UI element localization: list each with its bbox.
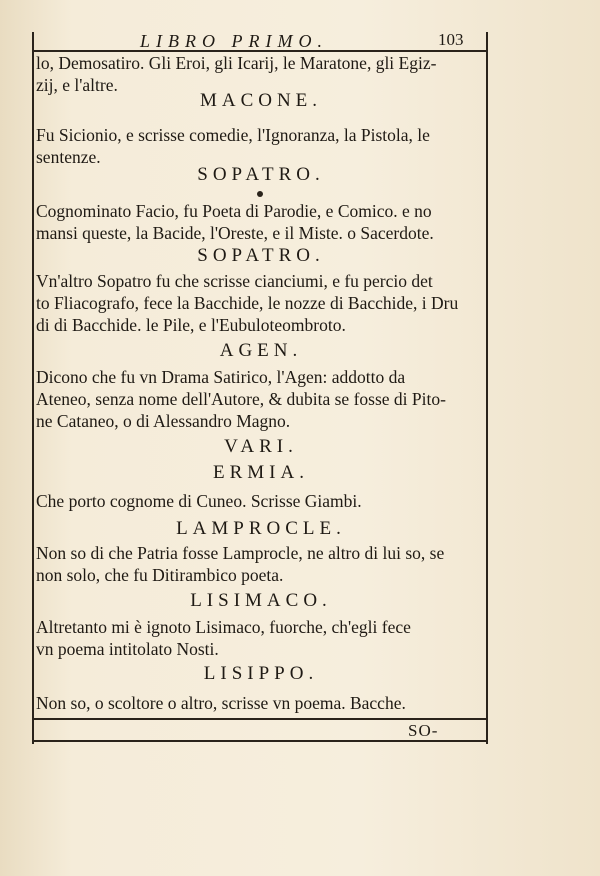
section-heading-lisimaco: LISIMACO.: [190, 590, 332, 611]
text-line: Vn'altro Sopatro fu che scrisse cianciumi, e fu percio det: [36, 271, 433, 291]
section-heading-lisippo: LISIPPO.: [203, 663, 319, 684]
running-title: LIBRO PRIMO.: [140, 31, 328, 51]
ornament-dot: [257, 191, 263, 197]
section-heading-sopatro-2: SOPATRO.: [197, 245, 325, 266]
page-number: 103: [438, 30, 464, 49]
text-line: Ateneo, senza nome dell'Autore, & dubita se fosse di Pito-: [36, 389, 446, 409]
text-line: lo, Demosatiro. Gli Eroi, gli Icarij, le Maratone, gli Egiz-: [36, 53, 437, 73]
text-line: non solo, che fu Ditirambico poeta.: [36, 565, 284, 585]
text-line: vn poema intitolato Nosti.: [36, 639, 219, 659]
catchword: SO-: [408, 721, 439, 740]
section-heading-agen: AGEN.: [219, 340, 303, 361]
footer-rule-top: [32, 718, 488, 720]
text-line: Fu Sicionio, e scrisse comedie, l'Ignoranza, la Pistola, le: [36, 125, 430, 145]
text-line: Dicono che fu vn Drama Satirico, l'Agen: addotto da: [36, 367, 406, 387]
text-line: Cognominato Facio, fu Poeta di Parodie, e Comico. e no: [36, 201, 432, 221]
text-line: to Fliacografo, fece la Bacchide, le nozze di Bacchide, i Dru: [36, 293, 459, 313]
left-border-rule: [32, 32, 34, 744]
section-heading-macone: MACONE.: [199, 90, 323, 111]
section-heading-ermia: ERMIA.: [213, 462, 309, 483]
text-line: ne Cataneo, o di Alessandro Magno.: [36, 411, 291, 431]
text-line: sentenze.: [36, 147, 101, 167]
text-line: Non so di che Patria fosse Lamprocle, ne altro di lui so, se: [36, 543, 445, 563]
text-line: di di Bacchide. le Pile, e l'Eubuloteombroto.: [36, 315, 346, 335]
section-heading-vari: VARI.: [224, 436, 298, 457]
section-heading-lamprocle: LAMPROCLE.: [176, 518, 346, 539]
text-line: mansi queste, la Bacide, l'Oreste, e il Miste. o Sacerdote.: [36, 223, 434, 243]
text-line: Che porto cognome di Cuneo. Scrisse Giambi.: [36, 491, 362, 511]
text-line: Altretanto mi è ignoto Lisimaco, fuorche, ch'egli fece: [36, 617, 411, 637]
section-heading-sopatro-1: SOPATRO.: [197, 164, 325, 185]
right-border-rule: [486, 32, 488, 744]
text-line: zij, e l'altre.: [36, 75, 118, 95]
text-line: Non so, o scoltore o altro, scrisse vn poema. Bacche.: [36, 693, 406, 713]
